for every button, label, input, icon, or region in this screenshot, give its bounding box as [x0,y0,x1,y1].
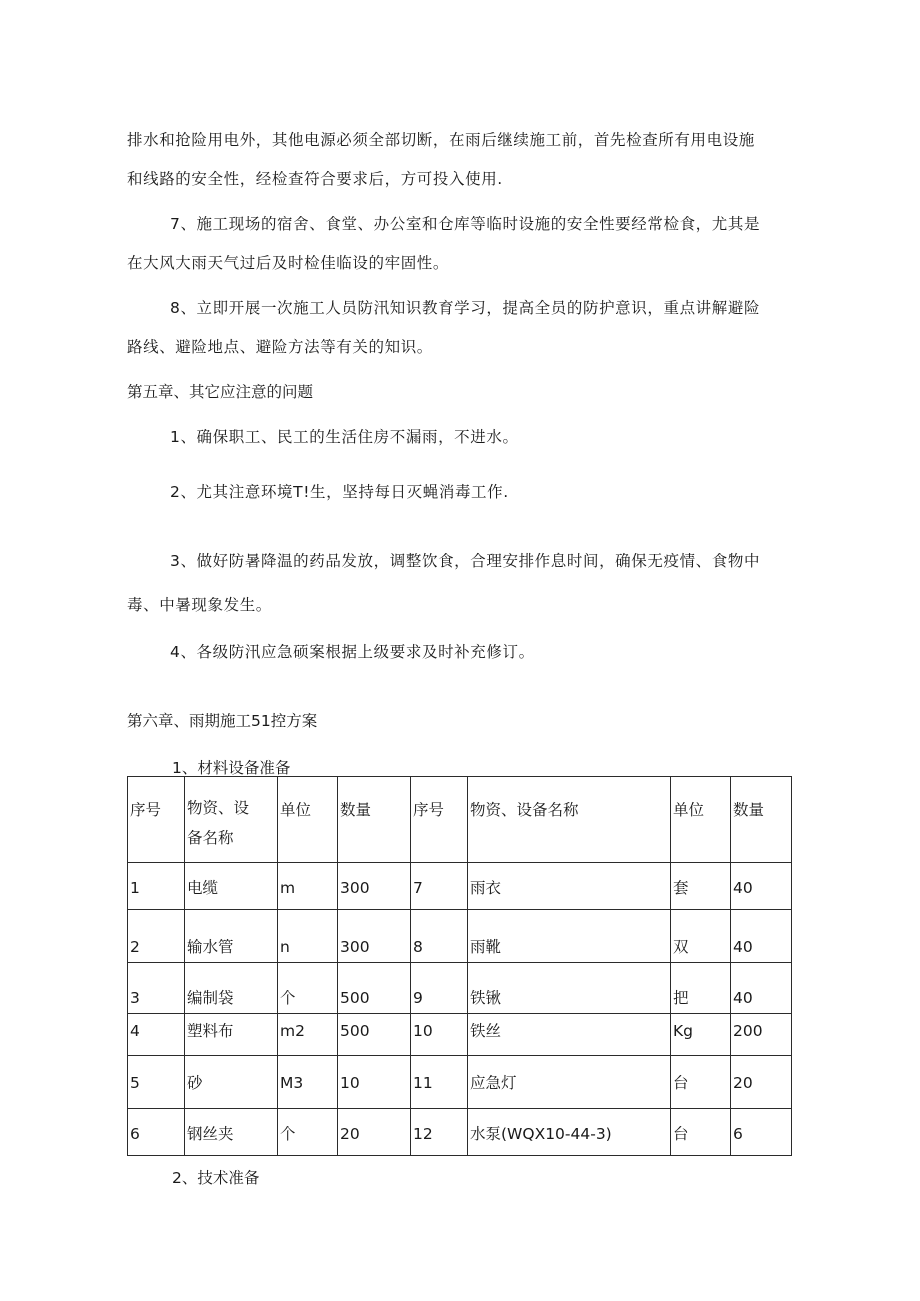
list-item: 毒、中暑现象发生。 [127,596,272,614]
table-cell: 300 [338,863,411,910]
table-cell: 40 [731,963,792,1014]
table-cell: 1 [128,863,185,910]
table-cell: 双 [671,910,731,963]
table-header-row [128,777,792,863]
table-cell: 4 [128,1014,185,1056]
paragraph-line: 排水和抢险用电外，其他电源必须全部切断，在雨后继续施工前，首先检查所有用电设施 [127,131,755,149]
paragraph-line: 和线路的安全性，经检查符合要求后，方可投入使用. [127,170,503,188]
header-cell: 数量 [338,777,411,863]
table-row [128,1056,792,1109]
header-cell: 单位 [278,777,338,863]
table-cell: 雨衣 [468,863,671,910]
table-cell: 5 [128,1056,185,1109]
table-cell: 钢丝夹 [185,1109,278,1156]
header-cell: 物资、设备名称 [468,777,671,863]
table-cell: 输水管 [185,910,278,963]
table-cell: 编制袋 [185,963,278,1014]
table-cell: 500 [338,1014,411,1056]
table-row [128,910,792,963]
section-heading: 1、材料设备准备 [172,759,291,777]
chapter-heading: 第六章、雨期施工51控方案 [127,712,318,730]
table-cell: 塑料布 [185,1014,278,1056]
table-row [128,1014,792,1056]
paragraph-line: 7、施工现场的宿舍、食堂、办公室和仓库等临时设施的安全性要经常检食，尤其是 [170,215,761,233]
table-row [128,863,792,910]
table-row [128,1109,792,1156]
table-cell: 套 [671,863,731,910]
table-cell: 台 [671,1109,731,1156]
table-cell: 台 [671,1056,731,1109]
table-cell: 500 [338,963,411,1014]
paragraph-line: 在大风大雨天气过后及时检佳临设的牢固性。 [127,254,450,272]
paragraph-line: 8、立即开展一次施工人员防汛知识教育学习，提高全员的防护意识，重点讲解避险 [170,299,761,317]
table-cell: 个 [278,1109,338,1156]
header-cell: 序号 [411,777,468,863]
table-cell: 200 [731,1014,792,1056]
table-cell: n [278,910,338,963]
table-cell: 铁锹 [468,963,671,1014]
table-cell: 6 [128,1109,185,1156]
table-cell: 3 [128,963,185,1014]
table-cell: m2 [278,1014,338,1056]
table-cell: 20 [338,1109,411,1156]
paragraph-line: 路线、避险地点、避险方法等有关的知识。 [127,338,433,356]
list-item: 1、确保职工、民工的生活住房不漏雨，不进水。 [170,428,519,446]
table-cell: 10 [338,1056,411,1109]
list-item: 3、做好防暑降温的药品发放，调整饮食，合理安排作息时间，确保无疫情、食物中 [170,552,761,570]
table-cell: 9 [411,963,468,1014]
materials-table [127,776,792,1156]
table-cell: 铁丝 [468,1014,671,1056]
header-cell: 序号 [128,777,185,863]
table-cell: 个 [278,963,338,1014]
table-cell: 40 [731,863,792,910]
table-cell: M3 [278,1056,338,1109]
header-cell: 数量 [731,777,792,863]
table-cell: 电缆 [185,863,278,910]
table-cell: 雨靴 [468,910,671,963]
list-item: 4、各级防汛应急硕案根据上级要求及时补充修订。 [170,643,535,661]
table-cell: m [278,863,338,910]
table-cell: 7 [411,863,468,910]
table-cell: 把 [671,963,731,1014]
table-cell: 2 [128,910,185,963]
table-cell: 应急灯 [468,1056,671,1109]
section-heading: 2、技术准备 [172,1169,260,1187]
table-cell: 水泵(WQX10-44-3) [468,1109,671,1156]
table-cell: 10 [411,1014,468,1056]
table-cell: 11 [411,1056,468,1109]
table-cell: 300 [338,910,411,963]
table-cell: Kg [671,1014,731,1056]
table-cell: 12 [411,1109,468,1156]
table-cell: 8 [411,910,468,963]
table-cell: 20 [731,1056,792,1109]
chapter-heading: 第五章、其它应注意的问题 [127,383,314,401]
list-item: 2、尤其注意环境T!生，坚持每日灭蝇消毒工作. [170,483,509,501]
table-cell: 砂 [185,1056,278,1109]
table-cell: 6 [731,1109,792,1156]
table-row [128,963,792,1014]
table-cell: 40 [731,910,792,963]
header-cell: 物资、设 备名称 [185,777,278,863]
header-cell: 单位 [671,777,731,863]
